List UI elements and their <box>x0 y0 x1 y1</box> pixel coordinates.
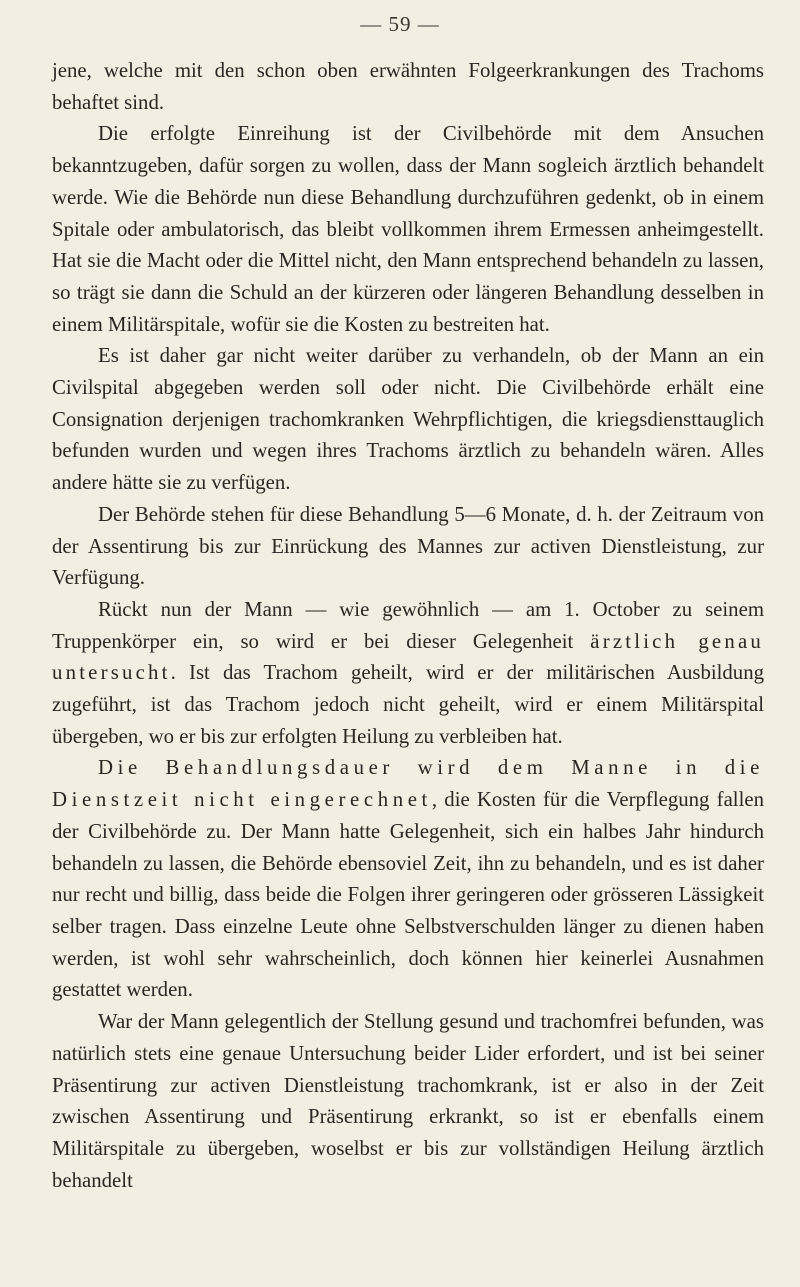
paragraph-4 <box>52 499 764 594</box>
paragraph-1 <box>52 55 764 118</box>
body-text <box>52 55 764 1196</box>
paragraph-2 <box>52 118 764 340</box>
paragraph-3-text: Es ist daher gar nicht weiter darüber zu verhandeln, ob der Mann an ein Civilspital abgegeben werden soll oder nicht. Die Civilbehörde erhält eine Consignation derjenigen trachomkranken Wehrpflichtigen, die kriegsdiensttauglich befunden wurden und wegen ihres Trachoms ärztlich zu behandeln wären. Alles andere hätte sie zu verfügen. <box>52 344 764 495</box>
paragraph-3 <box>52 340 764 499</box>
paragraph-2-text: Die erfolgte Einreihung ist der Civilbehörde mit dem Ansuchen bekanntzugeben, dafür sorgen zu wollen, dass der Mann sogleich ärztlich behandelt werde. Wie die Behörde nun diese Behandlung durchzuführen gedenkt, ob in einem Spitale oder ambulatorisch, das bleibt vollkommen ihrem Ermessen anheimgestellt. Hat sie die Macht oder die Mittel nicht, den Mann entsprechend behandeln zu lassen, so trägt sie dann die Schuld an der kürzeren oder längeren Behandlung desselben in einem Militärspitale, wofür sie die Kosten zu bestreiten hat. <box>52 122 764 336</box>
paragraph-5-text-after: . Ist das Trachom geheilt, wird er der militärischen Ausbildung zugeführt, ist das Trachom jedoch nicht geheilt, wird er einem Militärspital übergeben, wo er bis zur erfolgten Heilung zu verbleiben hat. <box>52 661 764 748</box>
paragraph-4-text: Der Behörde stehen für diese Behandlung 5—6 Monate, d. h. der Zeitraum von der Assentirung bis zur Einrückung des Mannes zur activen Dienstleistung, zur Verfügung. <box>52 502 764 590</box>
paragraph-6 <box>52 752 764 1006</box>
paragraph-7 <box>52 1006 764 1196</box>
page-number: — 59 — <box>360 12 440 36</box>
paragraph-6-text-after: , die Kosten für die Verpflegung fallen der Civilbehörde zu. Der Mann hatte Gelegenheit, sich ein halbes Jahr hindurch behandeln zu lassen, die Behörde ebensoviel Zeit, ihn zu behandeln, und es ist daher nur recht und billig, dass beide die Folgen ihrer geringeren oder grösseren Lässigkeit selber tragen. Dass einzelne Leute ohne Selbstverschulden länger zu dienen haben werden, ist wohl sehr wahrscheinlich, doch können hier keinerlei Ausnahmen gestattet werden. <box>52 788 764 1002</box>
paragraph-6-emphasis: Die Behandlungsdauer wird dem Manne in die Dienstzeit nicht eingerechnet <box>52 756 764 812</box>
paragraph-1-text: jene, welche mit den schon oben erwähnten Folgeerkrankungen des Trachoms behaftet sind. <box>52 59 764 114</box>
paragraph-5-text-before: Rückt nun der Mann — wie gewöhnlich — am 1. October zu seinem Truppenkörper ein, so wird er bei dieser Gelegenheit <box>52 597 764 653</box>
paragraph-5-emphasis: ärztlich genau untersucht <box>52 629 764 685</box>
paragraph-7-text: War der Mann gelegentlich der Stellung gesund und trachomfrei befunden, was natürlich stets eine genaue Untersuchung beider Lider erfordert, und ist bei seiner Präsentirung zur activen Dienstleistung trachomkrank, ist er also in der Zeit zwischen Assentirung und Präsentirung erkrankt, so ist er ebenfalls einem Militärspitale zu übergeben, woselbst er bis zur vollständigen Heilung ärztlich behandelt <box>52 1010 764 1192</box>
paragraph-5 <box>52 594 764 753</box>
